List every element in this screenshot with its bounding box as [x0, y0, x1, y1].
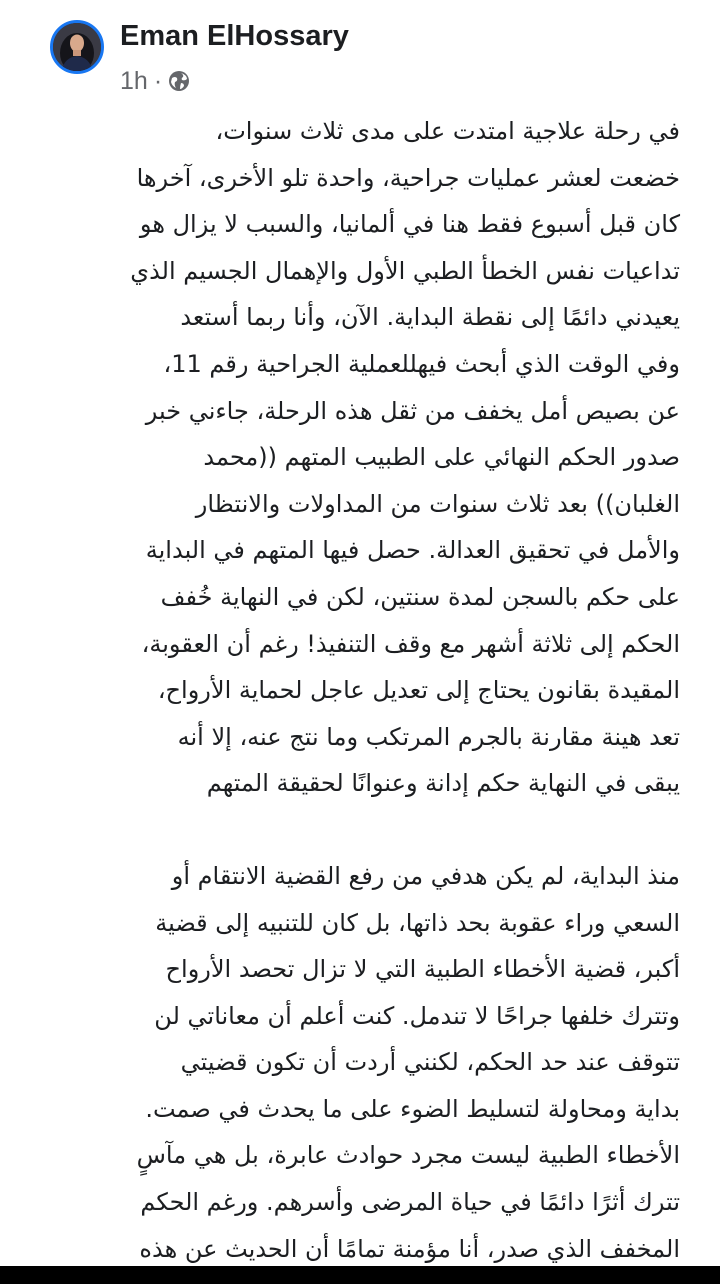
- author-name[interactable]: Eman ElHossary: [120, 20, 349, 52]
- post-timestamp[interactable]: 1h: [120, 66, 148, 95]
- globe-icon[interactable]: [168, 70, 190, 92]
- post-paragraph-2: منذ البداية، لم يكن هدفي من رفع القضية الانتقام أو السعي وراء عقوبة بحد ذاتها، بل كان للتنبيه إلى قضية أكبر، قضية الأخطاء الطبية التي لا تزال تحصد الأرواح وتترك خلفها جراحًا لا تندمل. كنت أعلم أن معاناتي لن تتوقف عند حد الحكم، لكنني أردت أن تكون قضيتي بداية ومحاولة لتسليط الضوء على ما يحدث في صمت. الأخطاء الطبية ليست مجرد حوادث عابرة، بل هي مآسٍ تترك أثرًا دائمًا في حياة المرضى وأسرهم. ورغم الحكم المخفف الذي صدر، أنا مؤمنة تمامًا أن الحديث عن هذه: [136, 861, 680, 1263]
- post-meta: [120, 66, 190, 96]
- post-header: [48, 14, 688, 98]
- avatar[interactable]: [50, 20, 104, 74]
- meta-separator: ·: [153, 66, 163, 95]
- post-text: [24, 108, 680, 1272]
- profile-photo-icon: [53, 23, 101, 71]
- post-paragraph-1: في رحلة علاجية امتدت على مدى ثلاث سنوات، خضعت لعشر عمليات جراحية، واحدة تلو الأخرى، آخرها كان قبل أسبوع فقط هنا في ألمانيا، والسبب لا يزال هو تداعيات نفس الخطأ الطبي الأول والإهمال الجسيم الذي يعيدني دائمًا إلى نقطة البداية. الآن، وأنا ربما أستعد وفي الوقت الذي أبحث فيهللعملية الجراحية رقم 11، عن بصيص أمل يخفف من ثقل هذه الرحلة، جاءني خبر صدور الحكم النهائي على الطبيب المتهم ((محمد الغلبان)) بعد ثلاث سنوات من المداولات والانتظار والأمل في تحقيق العدالة. حصل فيها المتهم في البداية على حكم بالسجن لمدة سنتين، لكن في النهاية خُفف الحكم إلى ثلاثة أشهر مع وقف التنفيذ! رغم أن العقوبة، المقيدة بقانون يحتاج إلى تعديل عاجل لحماية الأرواح، تعد هينة مقارنة بالجرم المرتكب وما نتج عنه، إلا أنه يبقى في النهاية حكم إدانة وعنوانًا لحقيقة المتهم: [130, 117, 680, 798]
- screen-bottom-edge: [0, 1266, 720, 1284]
